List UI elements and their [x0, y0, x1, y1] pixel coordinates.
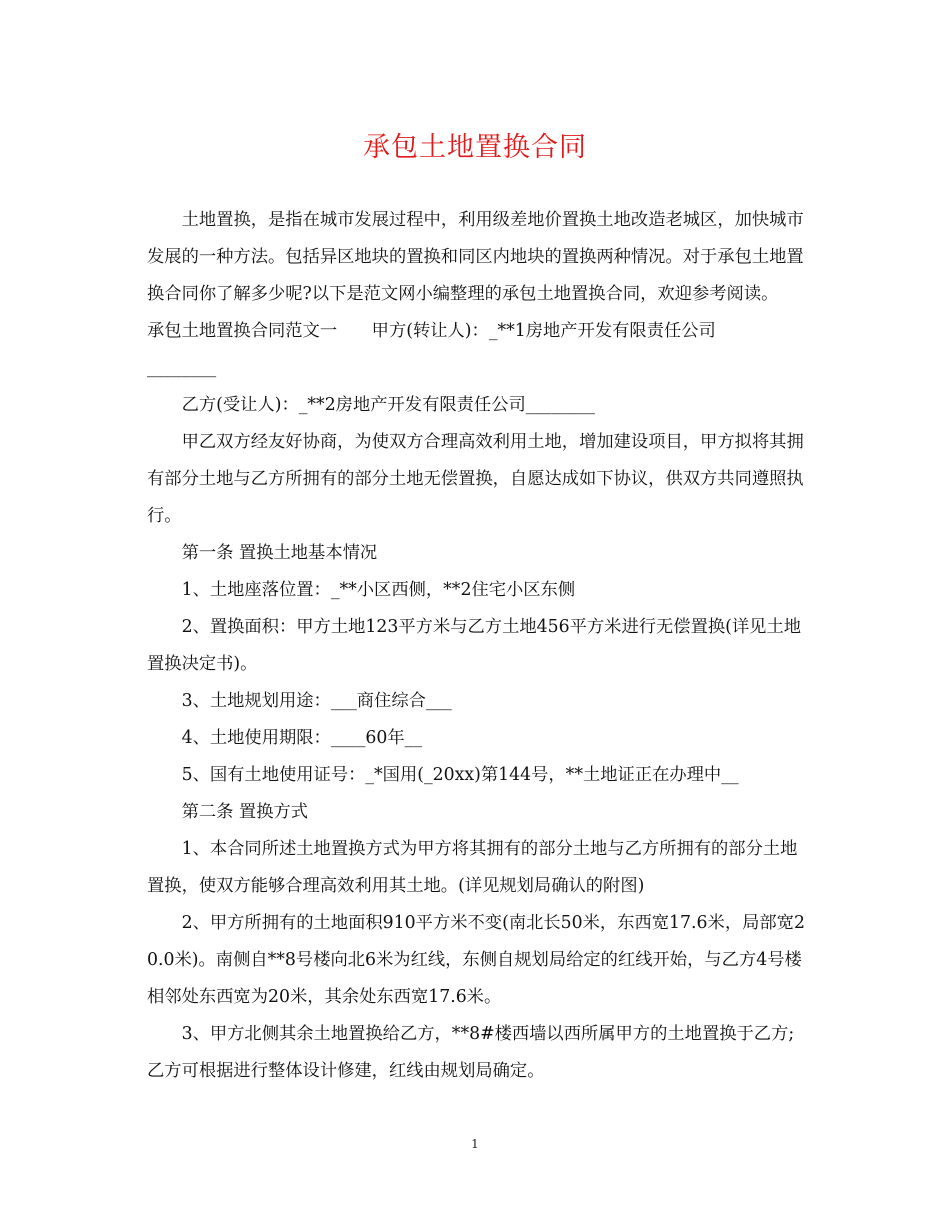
- clause-2-3: 3、甲方北侧其余土地置换给乙方，**8#楼西墙以西所属甲方的土地置换于乙方;乙方可根据进行整体设计修建，红线由规划局确定。: [147, 1024, 795, 1081]
- clause-2-2: 2、甲方所拥有的土地面积910平方米不变(南北长50米，东西宽17.6米，局部宽20.0米)。南侧自**8号楼向北6米为红线，东侧自规划局给定的红线开始，与乙方4号楼相邻处东西宽为20米，其余处东西宽17.6米。: [147, 913, 805, 1007]
- document-body: [147, 202, 805, 1090]
- clause-1-4: 4、土地使用期限：____60年__: [181, 728, 422, 748]
- intro-paragraph: 土地置换，是指在城市发展过程中，利用级差地价置换土地改造老城区，加快城市发展的一种方法。包括异区地块的置换和同区内地块的置换两种情况。对于承包土地置换合同你了解多少呢?以下是范文网小编整理的承包土地置换合同，欢迎参考阅读。: [147, 210, 804, 304]
- agreement-paragraph: 甲乙双方经友好协商，为使双方合理高效利用土地，增加建设项目，甲方拟将其拥有部分土地与乙方所拥有的部分土地无偿置换，自愿达成如下协议，供双方共同遵照执行。: [147, 432, 804, 526]
- clause-1-1: 1、土地座落位置：_**小区西侧，**2住宅小区东侧: [181, 580, 576, 600]
- document-title: 承包土地置换合同: [363, 132, 587, 163]
- party-b-line: 乙方(受让人)：_**2房地产开发有限责任公司________: [181, 395, 595, 415]
- clause-1-5: 5、国有土地使用证号：_*国用(_20xx)第144号，**土地证正在办理中__: [181, 765, 739, 785]
- page-number: 1: [471, 1137, 479, 1151]
- contract-heading-line: 承包土地置换合同范文一 甲方(转让人)：_**1房地产开发有限责任公司: [147, 321, 716, 341]
- party-a-underline: ________: [147, 358, 217, 378]
- clause-1-3: 3、土地规划用途：___商住综合___: [181, 691, 452, 711]
- clause-2-1: 1、本合同所述土地置换方式为甲方将其拥有的部分土地与乙方所拥有的部分土地置换，使双方能够合理高效利用其土地。(详见规划局确认的附图): [147, 839, 798, 896]
- article-two-heading: 第二条 置换方式: [181, 802, 309, 822]
- article-one-heading: 第一条 置换土地基本情况: [181, 543, 378, 563]
- clause-1-2: 2、置换面积：甲方土地123平方米与乙方土地456平方米进行无偿置换(详见土地置换决定书)。: [147, 617, 802, 674]
